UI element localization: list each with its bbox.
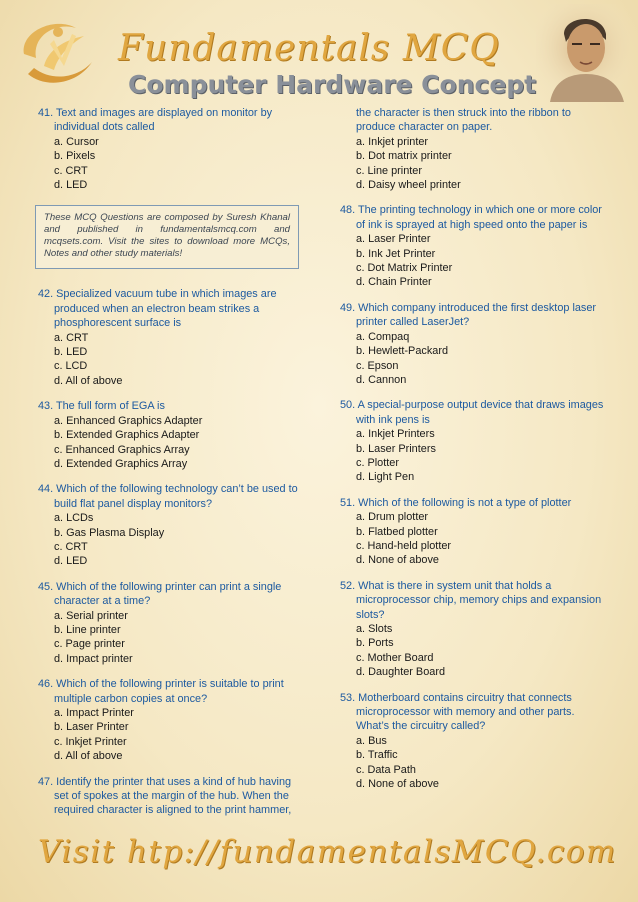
option: c. Hand-held plotter <box>356 539 452 552</box>
option: c. Inkjet Printer <box>54 735 127 748</box>
option: a. CRT <box>54 331 89 344</box>
option: d. Light Pen <box>356 471 415 484</box>
brand-title: Fundamentals MCQ <box>118 28 500 69</box>
question-49 <box>340 301 608 387</box>
option: a. Inkjet Printers <box>356 428 435 441</box>
option: c. CRT <box>54 540 88 553</box>
option: c. CRT <box>54 164 88 177</box>
question-stem: 53. Motherboard contains circuitry that connects microprocessor with memory and other parts. What’s the circuitry called? <box>340 691 575 733</box>
question-44 <box>38 482 300 568</box>
left-column <box>38 106 300 829</box>
question-53 <box>340 691 608 792</box>
option: b. Hewlett-Packard <box>356 345 449 358</box>
question-stem: 41. Text and images are displayed on monitor by individual dots called <box>38 107 273 134</box>
option: b. Ink Jet Printer <box>356 247 436 260</box>
question-52 <box>340 579 608 680</box>
option: b. Laser Printers <box>356 442 436 455</box>
question-45 <box>38 580 300 666</box>
option: c. Plotter <box>356 456 399 469</box>
author-portrait-icon <box>536 4 630 102</box>
question-stem: 45. Which of the following printer can print a single character at a time? <box>38 580 282 608</box>
question-42 <box>38 287 300 388</box>
option: c. Line printer <box>356 164 422 177</box>
swoosh-logo-icon <box>14 14 100 94</box>
option: b. Flatbed plotter <box>356 525 438 538</box>
question-stem: 51. Which of the following is not a type of plotter <box>340 496 572 509</box>
option: b. Ports <box>356 637 394 650</box>
author-note-box: These MCQ Questions are composed by Suresh Khanal and published in fundamentalsmcq.com and mcqsets.com. Visit the sites to download more MCQs, Notes and other study materials! <box>35 205 299 269</box>
option: d. None of above <box>356 778 439 791</box>
question-47-continued <box>340 106 608 192</box>
question-stem: 48. The printing technology in which one or more color of ink is sprayed at high speed onto the paper is <box>340 204 602 231</box>
question-stem: 49. Which company introduced the first desktop laser printer called LaserJet? <box>340 301 597 329</box>
option: a. Impact Printer <box>54 707 134 719</box>
option: a. Slots <box>356 623 393 635</box>
option: a. Enhanced Graphics Adapter <box>54 414 203 427</box>
option: d. Chain Printer <box>356 276 432 289</box>
question-46 <box>38 677 300 763</box>
option: d. None of above <box>356 554 439 567</box>
question-47 <box>38 775 300 818</box>
option: b. Extended Graphics Adapter <box>54 429 200 442</box>
option: a. Bus <box>356 734 387 747</box>
right-column <box>340 106 608 802</box>
option: c. Epson <box>356 359 399 372</box>
option: a. Drum plotter <box>356 511 429 524</box>
question-stem: 46. Which of the following printer is suitable to print multiple carbon copies at once? <box>38 678 284 705</box>
option: a. Laser Printer <box>356 233 431 246</box>
question-41 <box>38 106 300 192</box>
option: b. Line printer <box>54 623 121 636</box>
question-stem: 42. Specialized vacuum tube in which images are produced when an electron beam strikes a phosphorescent surface is <box>38 288 277 330</box>
option: d. All of above <box>54 750 123 763</box>
option: a. Compaq <box>356 330 410 343</box>
option: c. Page printer <box>54 638 125 651</box>
option: d. Extended Graphics Array <box>54 457 188 470</box>
question-48 <box>340 203 608 289</box>
question-stem: 44. Which of the following technology can’t be used to build flat panel display monitors? <box>38 483 298 510</box>
question-stem-continued: the character is then struck into the ribbon to produce character on paper. <box>356 107 571 134</box>
option: a. Serial printer <box>54 609 128 622</box>
page-subtitle: Computer Hardware Concept <box>128 70 537 99</box>
option: c. Mother Board <box>356 651 434 664</box>
option: d. Daisy wheel printer <box>356 179 461 192</box>
page-header <box>0 0 638 105</box>
question-stem: 47. Identify the printer that uses a kind of hub having set of spokes at the margin of the hub. When the required character is aligned to the print hammer, <box>38 775 292 817</box>
option: b. Laser Printer <box>54 721 129 734</box>
footer-url[interactable]: Visit htp://fundamentalsMCQ.com <box>38 834 617 870</box>
option: b. Pixels <box>54 150 96 163</box>
option: b. Dot matrix printer <box>356 150 452 163</box>
option: a. Inkjet printer <box>356 135 429 148</box>
option: b. LED <box>54 346 88 359</box>
option: b. Gas Plasma Display <box>54 526 165 539</box>
option: a. LCDs <box>54 512 94 525</box>
option: c. Dot Matrix Printer <box>356 262 453 275</box>
question-stem: 52. What is there in system unit that holds a microprocessor chip, memory chips and expansion slots? <box>340 579 602 621</box>
option: c. Enhanced Graphics Array <box>54 443 190 456</box>
question-stem: 43. The full form of EGA is <box>38 400 165 413</box>
option: d. Cannon <box>356 373 407 386</box>
question-43 <box>38 399 300 471</box>
option: d. LED <box>54 179 88 192</box>
option: a. Cursor <box>54 135 99 148</box>
question-stem: 50. A special-purpose output device that draws images with ink pens is <box>340 399 604 426</box>
option: d. All of above <box>54 374 123 387</box>
option: c. LCD <box>54 360 88 373</box>
option: c. Data Path <box>356 763 416 776</box>
question-51 <box>340 496 608 568</box>
option: d. Impact printer <box>54 652 133 665</box>
option: d. LED <box>54 555 88 568</box>
option: d. Daughter Board <box>356 666 445 679</box>
question-50 <box>340 398 608 484</box>
option: b. Traffic <box>356 749 398 762</box>
